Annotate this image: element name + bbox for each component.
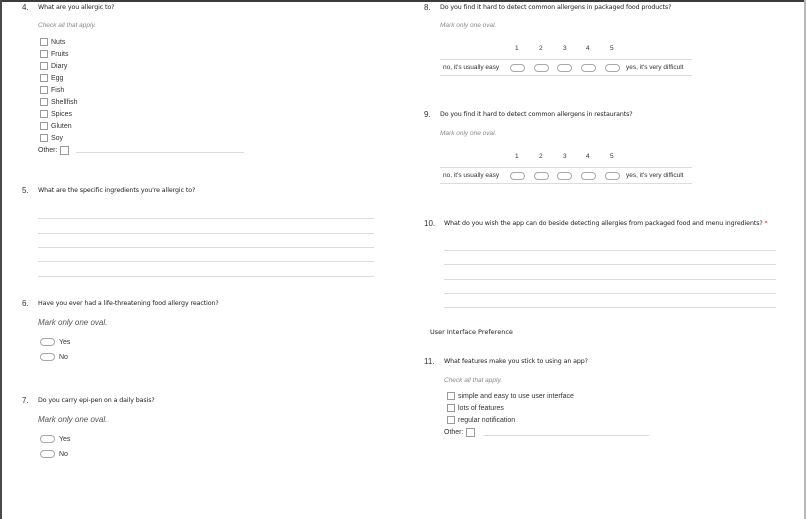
radio-oval[interactable]	[40, 353, 55, 361]
option-no[interactable]	[40, 450, 68, 458]
option-shellfish[interactable]	[40, 98, 77, 106]
scale-number: 4	[586, 45, 590, 52]
scale-number: 2	[539, 45, 543, 52]
option-label: Shellfish	[51, 98, 78, 106]
answer-line[interactable]	[38, 218, 374, 219]
question-number: 6.	[22, 299, 29, 308]
checkbox[interactable]	[40, 62, 48, 70]
question-hint: Mark only one oval.	[440, 22, 497, 29]
scale-divider	[440, 183, 692, 184]
question-hint: Mark only one oval.	[38, 415, 108, 424]
answer-line[interactable]	[38, 276, 374, 277]
answer-line[interactable]	[444, 250, 776, 251]
question-title	[444, 220, 768, 227]
question-title: What are you allergic to?	[38, 4, 115, 11]
other-label: Other:	[38, 147, 58, 154]
option-lots-of-features[interactable]	[447, 404, 504, 412]
scale-oval-3[interactable]	[557, 172, 572, 180]
radio-oval[interactable]	[40, 338, 55, 346]
option-egg[interactable]	[40, 74, 63, 82]
scale-number: 5	[610, 45, 614, 52]
option-label: regular notification	[458, 416, 516, 424]
checkbox[interactable]	[466, 428, 475, 437]
option-label: Yes	[59, 338, 71, 346]
scale-oval-3[interactable]	[557, 64, 572, 72]
option-label: simple and easy to use user interface	[458, 392, 574, 400]
option-label: No	[59, 353, 68, 361]
checkbox[interactable]	[40, 38, 48, 46]
scale-low-label: no, it's usually easy	[443, 172, 500, 179]
question-number: 9.	[424, 110, 431, 119]
option-label: Egg	[51, 74, 64, 82]
question-title: What are the specific ingredients you're allergic to?	[38, 187, 196, 194]
scale-number: 3	[563, 153, 567, 160]
option-label: No	[59, 450, 68, 458]
question-number: 4.	[22, 3, 29, 12]
section-title: User Interface Preference	[430, 328, 513, 336]
option-label: lots of features	[458, 404, 504, 412]
question-number: 7.	[22, 396, 29, 405]
question-hint: Mark only one oval.	[440, 130, 497, 137]
option-fish[interactable]	[40, 86, 64, 94]
checkbox[interactable]	[40, 134, 48, 142]
question-title: Have you ever had a life-threatening food allergy reaction?	[38, 300, 219, 307]
other-label: Other:	[444, 429, 464, 436]
scale-divider	[440, 167, 692, 168]
checkbox[interactable]	[40, 50, 48, 58]
scale-oval-2[interactable]	[534, 172, 549, 180]
option-nuts[interactable]	[40, 38, 65, 46]
option-other[interactable]	[38, 146, 72, 155]
option-simple-ui[interactable]	[447, 392, 574, 400]
option-yes[interactable]	[40, 338, 70, 346]
option-gluten[interactable]	[40, 122, 72, 130]
option-label: Gluten	[51, 122, 72, 130]
scale-oval-2[interactable]	[534, 64, 549, 72]
answer-line[interactable]	[38, 261, 374, 262]
scale-number: 4	[586, 153, 590, 160]
answer-line[interactable]	[444, 293, 776, 294]
question-number: 8.	[424, 3, 431, 12]
checkbox[interactable]	[447, 404, 455, 412]
scale-low-label: no, it's usually easy	[443, 64, 500, 71]
answer-line[interactable]	[38, 247, 374, 248]
page-left-border	[0, 0, 2, 519]
scale-number: 5	[610, 153, 614, 160]
question-number: 5.	[22, 186, 29, 195]
scale-oval-5[interactable]	[605, 64, 620, 72]
radio-oval[interactable]	[40, 450, 55, 458]
scale-number: 1	[515, 45, 519, 52]
scale-number: 2	[539, 153, 543, 160]
option-fruits[interactable]	[40, 50, 69, 58]
checkbox[interactable]	[40, 110, 48, 118]
scale-oval-1[interactable]	[510, 172, 525, 180]
question-hint: Check all that apply.	[444, 377, 503, 384]
option-label: Diary	[51, 62, 68, 70]
scale-high-label: yes, it's very difficult	[626, 172, 684, 179]
checkbox[interactable]	[60, 146, 69, 155]
option-no[interactable]	[40, 353, 68, 361]
other-text-input[interactable]	[483, 435, 649, 436]
question-title-text: What do you wish the app can do beside detecting allergies from packaged food and menu ingredients?	[444, 220, 763, 227]
checkbox[interactable]	[447, 416, 455, 424]
option-label: Soy	[51, 134, 64, 142]
question-number: 10.	[424, 219, 436, 228]
option-label: Yes	[59, 435, 71, 443]
scale-oval-4[interactable]	[581, 64, 596, 72]
checkbox[interactable]	[40, 86, 48, 94]
question-title: What features make you stick to using an app?	[444, 358, 588, 365]
option-yes[interactable]	[40, 435, 70, 443]
option-regular-notification[interactable]	[447, 416, 515, 424]
scale-oval-1[interactable]	[510, 64, 525, 72]
question-number: 11.	[424, 357, 435, 366]
option-other[interactable]	[444, 428, 478, 437]
option-soy[interactable]	[40, 134, 63, 142]
question-hint: Check all that apply.	[38, 22, 97, 29]
scale-oval-4[interactable]	[581, 172, 596, 180]
scale-divider	[440, 59, 692, 60]
option-label: Fruits	[51, 50, 69, 58]
option-label: Spices	[51, 110, 73, 118]
scale-number: 3	[563, 45, 567, 52]
answer-line[interactable]	[444, 264, 776, 265]
checkbox[interactable]	[447, 392, 455, 400]
checkbox[interactable]	[40, 74, 48, 82]
option-diary[interactable]	[40, 62, 67, 70]
question-title: Do you carry epi-pen on a daily basis?	[38, 397, 155, 404]
other-text-input[interactable]	[76, 152, 244, 153]
scale-oval-5[interactable]	[605, 172, 620, 180]
option-spices[interactable]	[40, 110, 72, 118]
answer-line[interactable]	[444, 307, 776, 308]
required-asterisk: *	[764, 220, 768, 227]
scale-divider	[440, 75, 692, 76]
checkbox[interactable]	[40, 98, 48, 106]
question-title: Do you find it hard to detect common allergens in restaurants?	[440, 111, 633, 118]
question-hint: Mark only one oval.	[38, 318, 108, 327]
scale-number: 1	[515, 153, 519, 160]
option-label: Nuts	[51, 38, 66, 46]
checkbox[interactable]	[40, 122, 48, 130]
answer-line[interactable]	[444, 279, 776, 280]
scale-high-label: yes, it's very difficult	[626, 64, 684, 71]
radio-oval[interactable]	[40, 435, 55, 443]
page-top-border	[0, 0, 806, 2]
question-title: Do you find it hard to detect common allergens in packaged food products?	[440, 4, 672, 11]
answer-line[interactable]	[38, 233, 374, 234]
option-label: Fish	[51, 86, 65, 94]
